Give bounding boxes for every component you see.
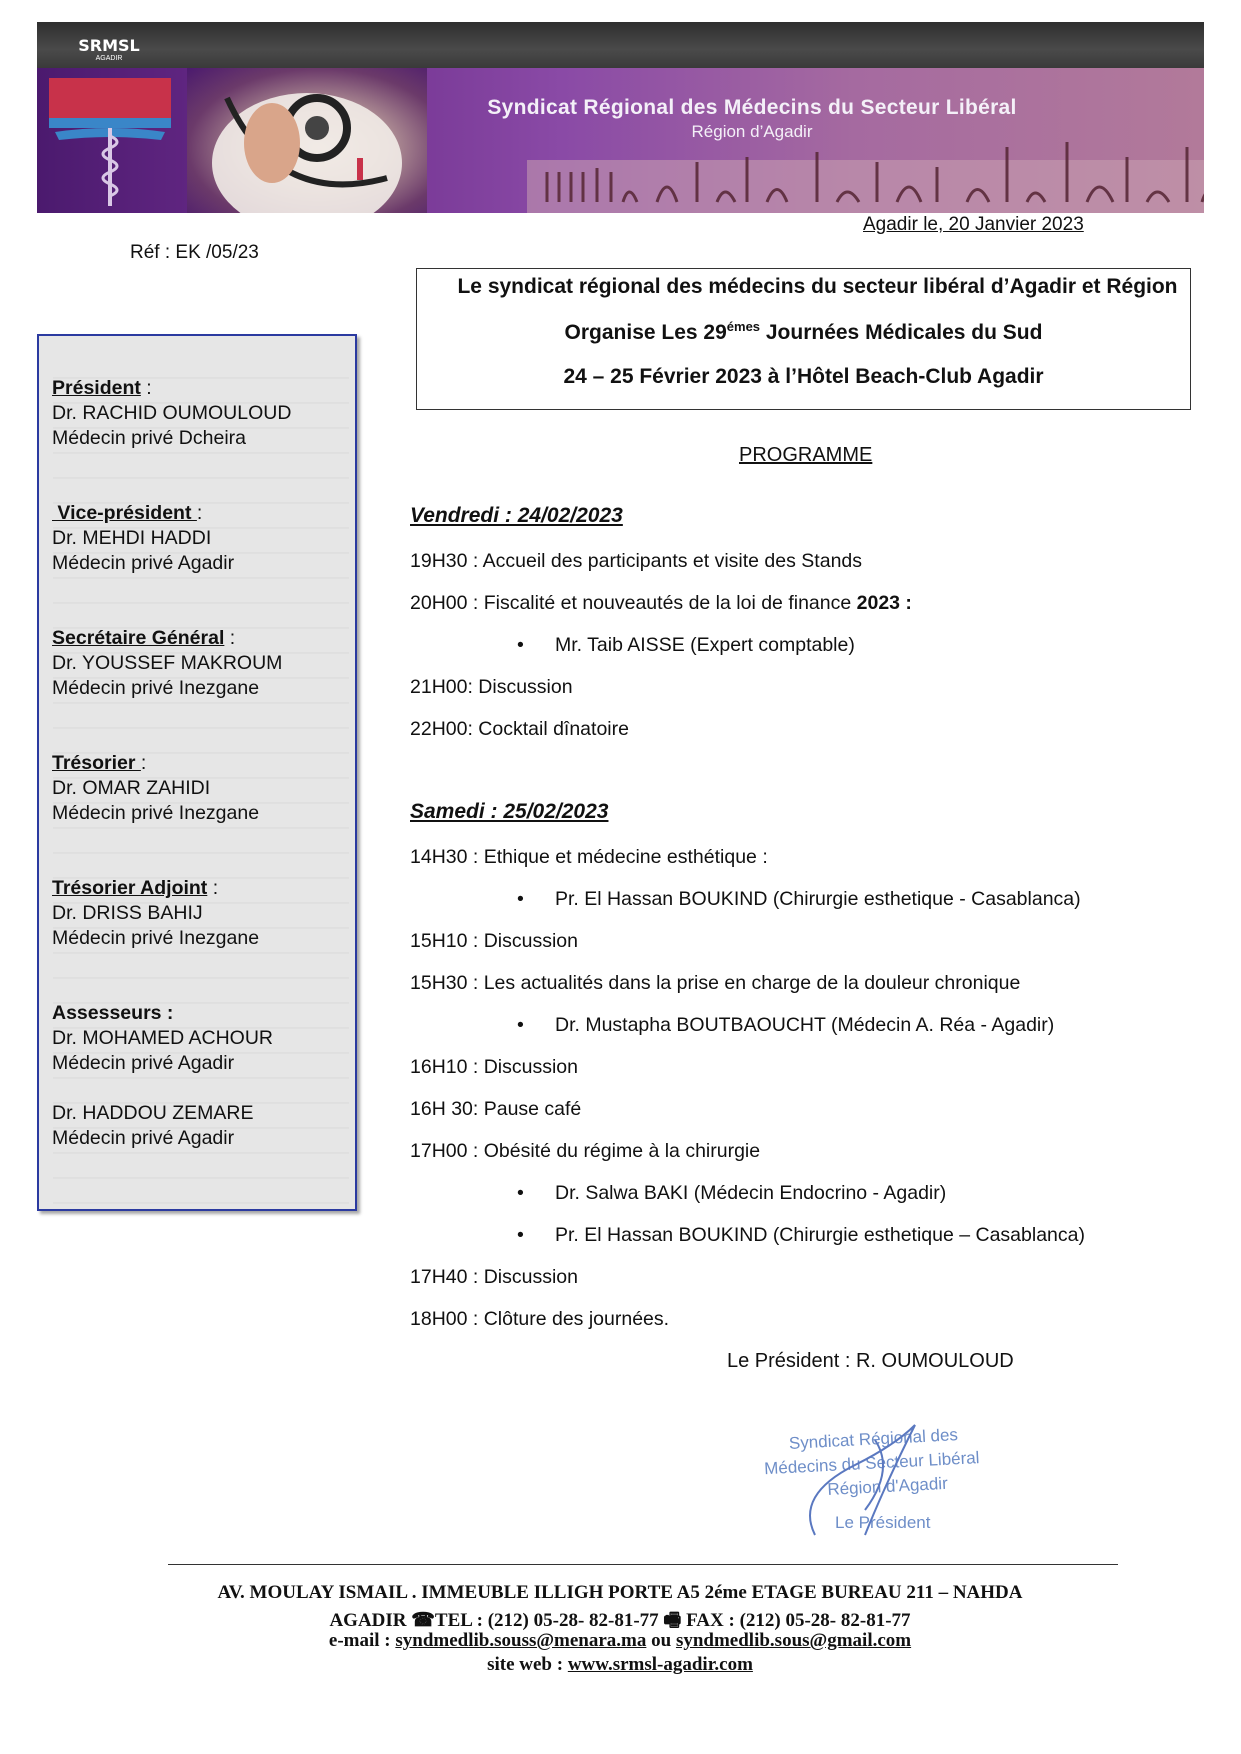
member-role: Trésorier Adjoint (52, 877, 208, 899)
member-secretary-general (52, 626, 282, 701)
member-place: Médecin privé Dcheira (52, 427, 247, 449)
signature-line: Le Président : R. OUMOULOUD (727, 1350, 1014, 1372)
member-place: Médecin privé Agadir (52, 1127, 235, 1149)
srmsl-logo (45, 74, 175, 209)
programme-item: 17H40 : Discussion (410, 1266, 578, 1288)
footer-email-line (130, 1630, 1110, 1652)
member-name: Dr. MOHAMED ACHOUR (52, 1027, 274, 1049)
official-stamp (755, 1420, 1015, 1540)
member-deputy-treasurer (52, 876, 259, 951)
member-vice-president (52, 501, 234, 576)
member-name: Dr. DRISS BAHIJ (52, 902, 203, 924)
footer-email-link-2[interactable]: syndmedlib.sous@gmail.com (675, 1630, 912, 1651)
event-title-line-2-pre: Organise Les 29 (564, 321, 727, 344)
stamp-line-2: Médecins du Secteur Libéral (763, 1448, 980, 1479)
member-assessor-1 (52, 1001, 273, 1076)
member-president (52, 376, 291, 451)
programme-item: 14H30 : Ethique et médecine esthétique : (410, 846, 768, 868)
member-role: Secrétaire Général (52, 627, 225, 649)
event-title-line-3: 24 – 25 Février 2023 à l’Hôtel Beach-Club Agadir (563, 365, 1044, 388)
member-name: Dr. RACHID OUMOULOUD (52, 402, 292, 424)
event-title-line-1: Le syndicat régional des médecins du secteur libéral d’Agadir et Région (457, 275, 1178, 298)
member-role: Assesseurs : (52, 1002, 174, 1024)
logo-subtext: AGADIR (95, 55, 123, 62)
footer-email-label: e-mail : (328, 1630, 396, 1651)
event-title-line-2-sup: émes (726, 319, 761, 334)
programme-speaker-text: Pr. El Hassan BOUKIND (Chirurgie esthetique – Casablanca) (555, 1224, 1085, 1246)
programme-speaker-text: Mr. Taib AISSE (Expert comptable) (555, 634, 855, 656)
footer-divider (168, 1564, 1118, 1565)
programme-speaker-text: Dr. Salwa BAKI (Médecin Endocrino - Agadir) (555, 1182, 947, 1204)
member-place: Médecin privé Agadir (52, 552, 235, 574)
member-place: Médecin privé Inezgane (52, 927, 260, 949)
programme-item: 19H30 : Accueil des participants et visite des Stands (410, 550, 863, 572)
programme-speaker-text: Dr. Mustapha BOUTBAOUCHT (Médecin A. Réa - Agadir) (555, 1014, 1055, 1036)
programme-item: 15H10 : Discussion (410, 930, 578, 952)
footer-address-line-2: AGADIR ☎TEL : (212) 05-28- 82-81-77 🖷 FAX : (212) 05-28- 82-81-77 (329, 1610, 911, 1631)
member-place: Médecin privé Agadir (52, 1052, 235, 1074)
banner-top-strip (37, 22, 1204, 68)
member-place: Médecin privé Inezgane (52, 677, 260, 699)
footer-web-label: site web : (487, 1654, 568, 1675)
member-place: Médecin privé Inezgane (52, 802, 260, 824)
member-name: Dr. OMAR ZAHIDI (52, 777, 211, 799)
programme-item (410, 592, 912, 615)
event-title-line-2 (417, 319, 1190, 345)
programme-speaker-text: Pr. El Hassan BOUKIND (Chirurgie esthetique - Casablanca) (555, 888, 1081, 910)
header-banner (37, 22, 1204, 213)
member-role-suffix: : (140, 377, 152, 399)
member-treasurer (52, 751, 259, 826)
member-role-suffix: : (207, 877, 219, 899)
event-title-box (416, 268, 1191, 410)
footer-email-separator: ou (646, 1630, 676, 1651)
banner-subtitle: Région d’Agadir (691, 122, 813, 141)
stamp-line-1: Syndicat Régional des (788, 1425, 959, 1453)
member-role: Vice-président (52, 502, 197, 524)
programme-item-year: 2023 : (856, 592, 912, 614)
member-name: Dr. YOUSSEF MAKROUM (52, 652, 283, 674)
day-1-heading: Vendredi : 24/02/2023 (410, 504, 623, 527)
calligraphy-decoration (527, 142, 1204, 213)
day-2-heading: Samedi : 25/02/2023 (410, 800, 609, 823)
member-role: Trésorier (52, 752, 141, 774)
member-assessor-2 (52, 1101, 254, 1151)
programme-item-text: 20H00 : Fiscalité et nouveautés de la loi de finance (410, 592, 857, 614)
doctor-photo (187, 68, 427, 213)
member-name: Dr. MEHDI HADDI (52, 527, 212, 549)
programme-item: 15H30 : Les actualités dans la prise en charge de la douleur chronique (410, 972, 1021, 994)
footer-web-line (130, 1654, 1110, 1676)
member-role: Président (52, 377, 141, 399)
logo-text: SRMSL (78, 36, 140, 55)
banner-title: Syndicat Régional des Médecins du Secteur Libéral (487, 96, 1017, 119)
programme-item: 21H00: Discussion (410, 676, 573, 698)
stamp-line-3: Région d'Agadir (826, 1473, 949, 1500)
footer-address-line-1: AV. MOULAY ISMAIL . IMMEUBLE ILLIGH PORTE A5 2éme ETAGE BUREAU 211 – NAHDA (217, 1582, 1023, 1603)
member-role-suffix: : (224, 627, 236, 649)
footer-web-link[interactable]: www.srmsl-agadir.com (567, 1654, 753, 1675)
document-date: Agadir le, 20 Janvier 2023 (863, 214, 1084, 235)
member-role-suffix: : (196, 502, 203, 524)
member-role-suffix: : (140, 752, 147, 774)
event-title-line-2-post: Journées Médicales du Sud (760, 321, 1043, 344)
programme-item: 22H00: Cocktail dînatoire (410, 718, 629, 740)
member-name: Dr. HADDOU ZEMARE (52, 1102, 254, 1124)
footer-email-link-1[interactable]: syndmedlib.souss@menara.ma (395, 1630, 647, 1651)
programme-heading: PROGRAMME (739, 444, 873, 466)
document-reference: Réf : EK /05/23 (130, 242, 259, 263)
stamp-line-4: Le Président (835, 1513, 931, 1532)
programme-item: 16H 30: Pause café (410, 1098, 582, 1120)
programme-item: 16H10 : Discussion (410, 1056, 578, 1078)
programme-item: 18H00 : Clôture des journées. (410, 1308, 670, 1330)
programme-item: 17H00 : Obésité du régime à la chirurgie (410, 1140, 761, 1162)
